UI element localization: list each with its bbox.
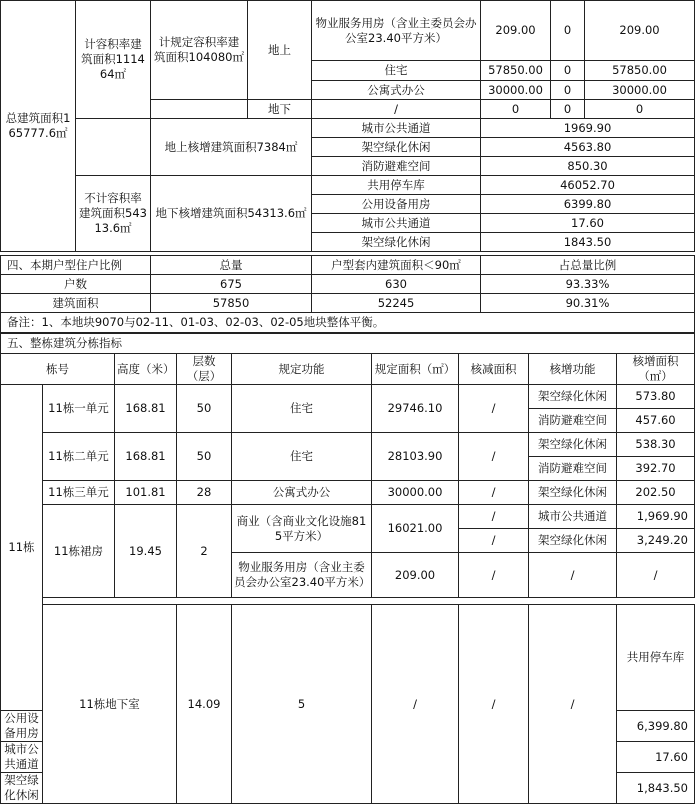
table-cell: / [372, 605, 459, 804]
header-cell: 户型套内建筑面积＜90㎡ [311, 255, 481, 275]
increase-name-cell: 消防避难空间 [311, 156, 481, 176]
unit-name-cell: 11栋三单元 [43, 481, 115, 505]
table-cell: 101.81 [115, 481, 177, 505]
unit-name-cell: 11栋一单元 [43, 385, 115, 433]
table-cell: 19.45 [115, 505, 177, 598]
note-cell: 备注：1、本地块9070与02-11、01-03、02-03、02-05地块整体平衡。 [0, 312, 695, 333]
table-cell: 架空绿化休闲 [529, 385, 617, 409]
usage-name-cell: 公寓式办公 [311, 80, 481, 100]
table-cell: / [529, 605, 617, 804]
table-cell: 商业（含商业文化设施815平方米） [232, 505, 372, 553]
table-cell: 1,843.50 [617, 773, 695, 804]
header-cell: 占总量比例 [480, 255, 695, 275]
below-increase-cell: 地下核增建筑面积54313.6㎡ [150, 175, 312, 252]
table-cell: 共用停车库 [617, 605, 695, 711]
table-cell: 5 [232, 605, 372, 804]
table-cell: 28103.90 [372, 433, 459, 481]
table-cell: 16021.00 [372, 505, 459, 553]
unit-name-cell: 11栋二单元 [43, 433, 115, 481]
increase-name-cell: 公用设备用房 [311, 194, 481, 214]
table-cell: / [459, 433, 529, 481]
table-cell: 392.70 [617, 457, 695, 481]
increase-name-cell: 架空绿化休闲 [311, 137, 481, 157]
table-cell: 538.30 [617, 433, 695, 457]
value-cell: 0 [550, 60, 585, 81]
below-ground-cell: 地下 [247, 99, 312, 119]
increase-name-cell: 共用停车库 [311, 175, 481, 195]
table-cell: 架空绿化休闲 [529, 481, 617, 505]
table-cell: 消防避难空间 [529, 409, 617, 433]
increase-value-cell: 46052.70 [480, 175, 695, 195]
building-index-table [0, 353, 695, 804]
spacer [43, 598, 695, 605]
table-cell: 30000.00 [372, 481, 459, 505]
table-cell: 住宅 [232, 385, 372, 433]
header-cell: 规定面积（㎡） [372, 354, 459, 385]
table-cell: 14.09 [177, 605, 232, 804]
table-cell: 50 [177, 385, 232, 433]
blank-cell [150, 99, 248, 119]
far-area-cell: 计容积率建筑面积111464㎡ [75, 0, 151, 119]
table-cell: / [459, 481, 529, 505]
value-cell: 209.00 [480, 0, 551, 61]
table-cell: / [459, 605, 529, 804]
table-cell: 城市公共通道 [1, 742, 43, 773]
table-cell: 29746.10 [372, 385, 459, 433]
section4-title: 四、本期户型住户比例 [0, 255, 151, 275]
table-cell: 架空绿化休闲 [1, 773, 43, 804]
table-cell: 457.60 [617, 409, 695, 433]
increase-name-cell: 架空绿化休闲 [311, 232, 481, 252]
value-cell: 675 [150, 274, 312, 294]
increase-value-cell: 1843.50 [480, 232, 695, 252]
total-area-cell: 总建筑面积165777.6㎡ [0, 0, 76, 252]
table-cell: 50 [177, 433, 232, 481]
value-cell: 30000.00 [480, 80, 551, 100]
table-cell: 573.80 [617, 385, 695, 409]
value-cell: 630 [311, 274, 481, 294]
table-cell: 物业服务用房（含业主委员会办公室23.40平方米） [232, 553, 372, 598]
header-cell: 规定功能 [232, 354, 372, 385]
table-cell: 公寓式办公 [232, 481, 372, 505]
table-cell: 168.81 [115, 385, 177, 433]
table-cell: 消防避难空间 [529, 457, 617, 481]
header-cell: 栋号 [1, 354, 115, 385]
increase-name-cell: 城市公共通道 [311, 213, 481, 233]
value-cell: 0 [550, 99, 585, 119]
value-cell: 209.00 [584, 0, 695, 61]
row-label-cell: 建筑面积 [0, 293, 151, 313]
table-cell: / [459, 385, 529, 433]
value-cell: 30000.00 [584, 80, 695, 100]
row-label-cell: 户数 [0, 274, 151, 294]
header-cell: 层数（层） [177, 354, 232, 385]
table-cell: 209.00 [372, 553, 459, 598]
above-increase-cell: 地上核增建筑面积7384㎡ [150, 118, 312, 176]
usage-name-cell: / [311, 99, 481, 119]
table-cell: 2 [177, 505, 232, 598]
header-cell: 高度（米） [115, 354, 177, 385]
value-cell: 0 [550, 80, 585, 100]
planned-far-cell: 计规定容积率建筑面积104080㎡ [150, 0, 248, 100]
increase-value-cell: 850.30 [480, 156, 695, 176]
increase-value-cell: 1969.90 [480, 118, 695, 138]
unit-name-cell: 11栋裙房 [43, 505, 115, 598]
header-cell: 核增功能 [529, 354, 617, 385]
table-cell: 3,249.20 [617, 529, 695, 553]
table-cell: 1,969.90 [617, 505, 695, 529]
value-cell: 93.33% [480, 274, 695, 294]
value-cell: 0 [480, 99, 551, 119]
blank-cell [75, 118, 151, 176]
table-cell: 6,399.80 [617, 711, 695, 742]
header-cell: 总量 [150, 255, 312, 275]
header-cell: 核减面积 [459, 354, 529, 385]
table-cell: 架空绿化休闲 [529, 433, 617, 457]
table-cell: 17.60 [617, 742, 695, 773]
value-cell: 57850.00 [584, 60, 695, 81]
building-name-cell: 11栋 [1, 385, 43, 711]
unit-name-cell: 11栋地下室 [43, 605, 177, 804]
increase-name-cell: 城市公共通道 [311, 118, 481, 138]
value-cell: 90.31% [480, 293, 695, 313]
table-cell: / [459, 553, 529, 598]
table-cell: 公用设备用房 [1, 711, 43, 742]
table-cell: 架空绿化休闲 [529, 529, 617, 553]
value-cell: 52245 [311, 293, 481, 313]
increase-value-cell: 17.60 [480, 213, 695, 233]
table-cell: / [459, 505, 529, 529]
value-cell: 0 [550, 0, 585, 61]
table-cell: 202.50 [617, 481, 695, 505]
non-far-area-cell: 不计容积率建筑面积54313.6㎡ [75, 175, 151, 252]
table-cell: 住宅 [232, 433, 372, 481]
table-cell: / [529, 553, 617, 598]
table-cell: 168.81 [115, 433, 177, 481]
header-cell: 核增面积（㎡） [617, 354, 695, 385]
table-cell: / [459, 529, 529, 553]
value-cell: 57850.00 [480, 60, 551, 81]
usage-name-cell: 物业服务用房（含业主委员会办公室23.40平方米） [311, 0, 481, 61]
above-ground-cell: 地上 [247, 0, 312, 100]
table-cell: 28 [177, 481, 232, 505]
value-cell: 0 [584, 99, 695, 119]
value-cell: 57850 [150, 293, 312, 313]
section5-title: 五、整栋建筑分栋指标 [0, 333, 695, 353]
table-cell: 城市公共通道 [529, 505, 617, 529]
table-cell: / [617, 553, 695, 598]
increase-value-cell: 6399.80 [480, 194, 695, 214]
usage-name-cell: 住宅 [311, 60, 481, 81]
increase-value-cell: 4563.80 [480, 137, 695, 157]
area-summary-grid [0, 0, 694, 350]
